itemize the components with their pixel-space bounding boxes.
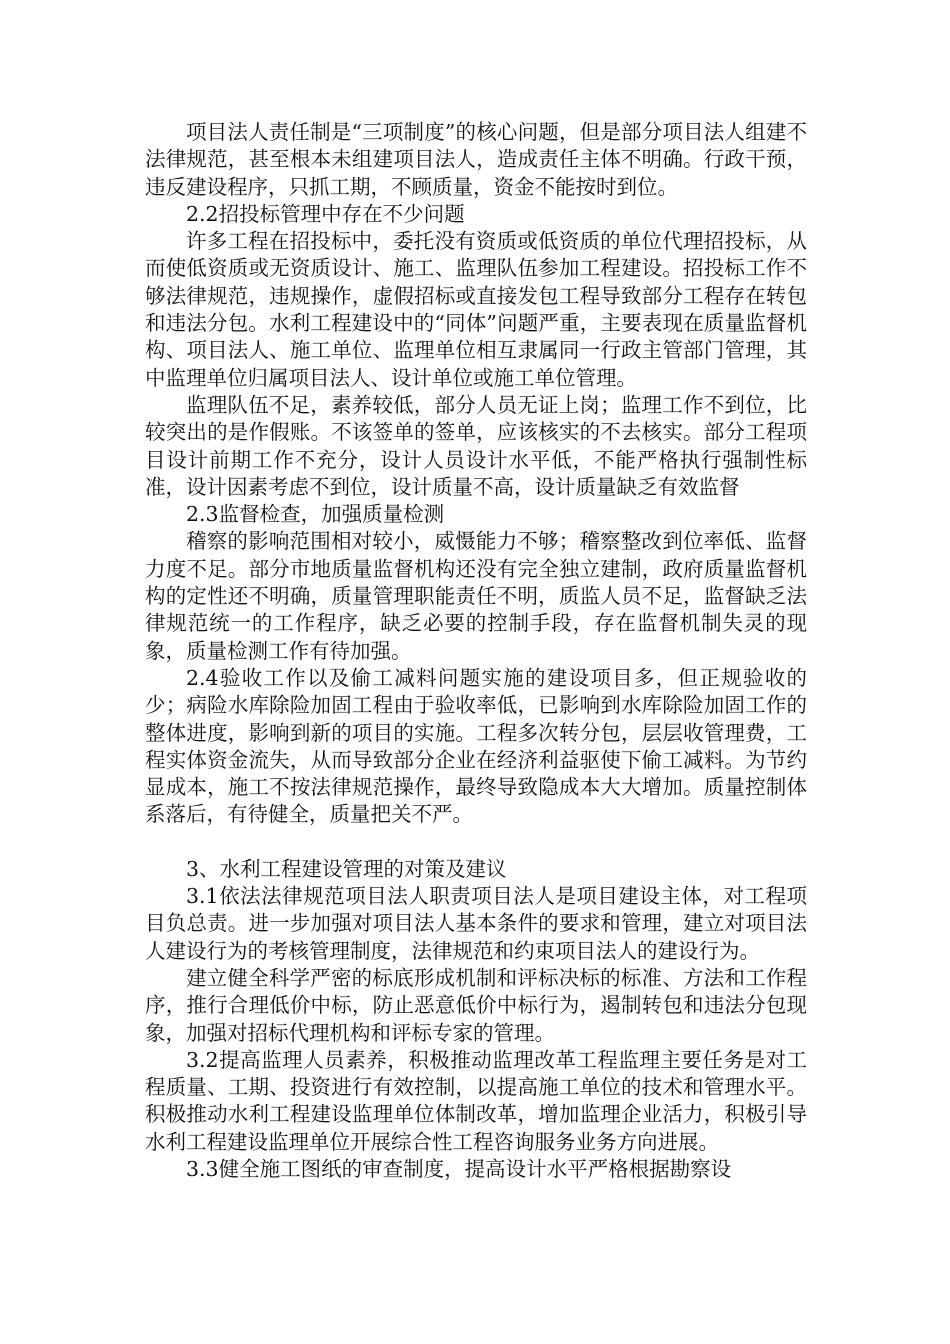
- paragraph-inspection: 稽察的影响范围相对较小，威慑能力不够；稽察整改到位率低、监督力度不足。部分市地质量监督机构还没有完全独立建制，政府质量监督机构的定性还不明确，质量管理职能责任不明，质监人员不足，监督缺乏法律规范统一的工作程序，缺乏必要的控制手段，存在监督机制失灵的现象，质量检测工作有待加强。: [145, 529, 807, 663]
- section-heading-2-3: 2.3监督检查，加强质量检测: [186, 502, 445, 527]
- paragraph-3-1: 3.1依法法律规范项目法人职责项目法人是项目建设主体，对工程项目负总责。进一步加强对项目法人基本条件的要求和管理，建立对项目法人建设行为的考核管理制度，法律规范和约束项目法人的建设行为。: [145, 884, 807, 963]
- paragraph-supervision-team: 监理队伍不足，素养较低，部分人员无证上岗；监理工作不到位，比较突出的是作假账。不该签单的签单，应该核实的不去核实。部分工程项目设计前期工作不充分，设计人员设计水平低，不能严格执行强制性标准，设计因素考虑不到位，设计质量不高，设计质量缺乏有效监督: [145, 392, 807, 499]
- paragraph-spacer: [145, 829, 807, 856]
- paragraph-bidding-issues: 许多工程在招投标中，委托没有资质或低资质的单位代理招投标，从而使低资质或无资质设计、施工、监理队伍参加工程建设。招投标工作不够法律规范，违规操作，虚假招标或直接发包工程导致部分工程存在转包和违法分包。水利工程建设中的“同体”问题严重，主要表现在质量监督机构、项目法人、施工单位、监理单位相互隶属同一行政主管部门管理，其中监理单位归属项目法人、设计单位或施工单位管理。: [145, 229, 807, 390]
- section-heading-3: 3、水利工程建设管理的对策及建议: [186, 856, 507, 881]
- paragraph-bid-mechanism: 建立健全科学严密的标底形成机制和评标决标的标准、方法和工作程序，推行合理低价中标，防止恶意低价中标行为，遏制转包和违法分包现象，加强对招标代理机构和评标专家的管理。: [145, 965, 807, 1045]
- paragraph-acceptance-2-4: 2.4验收工作以及偷工减料问题实施的建设项目多，但正规验收的少；病险水库除险加固工程由于验收率低，已影响到水库除险加固工作的整体进度，影响到新的项目的实施。工程多次转分包，层层收管理费，工程实体资金流失，从而导致部分企业在经济利益驱使下偷工减料。为节约显成本，施工不按法律规范操作，最终导致隐成本大大增加。质量控制体系落后，有待健全，质量把关不严。: [145, 665, 807, 827]
- paragraph-3-2: 3.2提高监理人员素养，积极推动监理改革工程监理主要任务是对工程质量、工期、投资进行有效控制，以提高施工单位的技术和管理水平。积极推动水利工程建设监理单位体制改革，增加监理企业活力，积极引导水利工程建设监理单位开展综合性工程咨询服务业务方向进展。: [145, 1047, 807, 1154]
- paragraph-3-3: 3.3健全施工图纸的审查制度，提高设计水平严格根据勘察设: [186, 1156, 732, 1181]
- paragraph-legal-person-responsibility: 项目法人责任制是“三项制度”的核心问题，但是部分项目法人组建不法律规范，甚至根本未组建项目法人，造成责任主体不明确。行政干预，违反建设程序，只抓工期，不顾质量，资金不能按时到位。: [145, 120, 807, 199]
- section-heading-2-2: 2.2招投标管理中存在不少问题: [186, 201, 465, 226]
- document-body: [145, 119, 807, 1183]
